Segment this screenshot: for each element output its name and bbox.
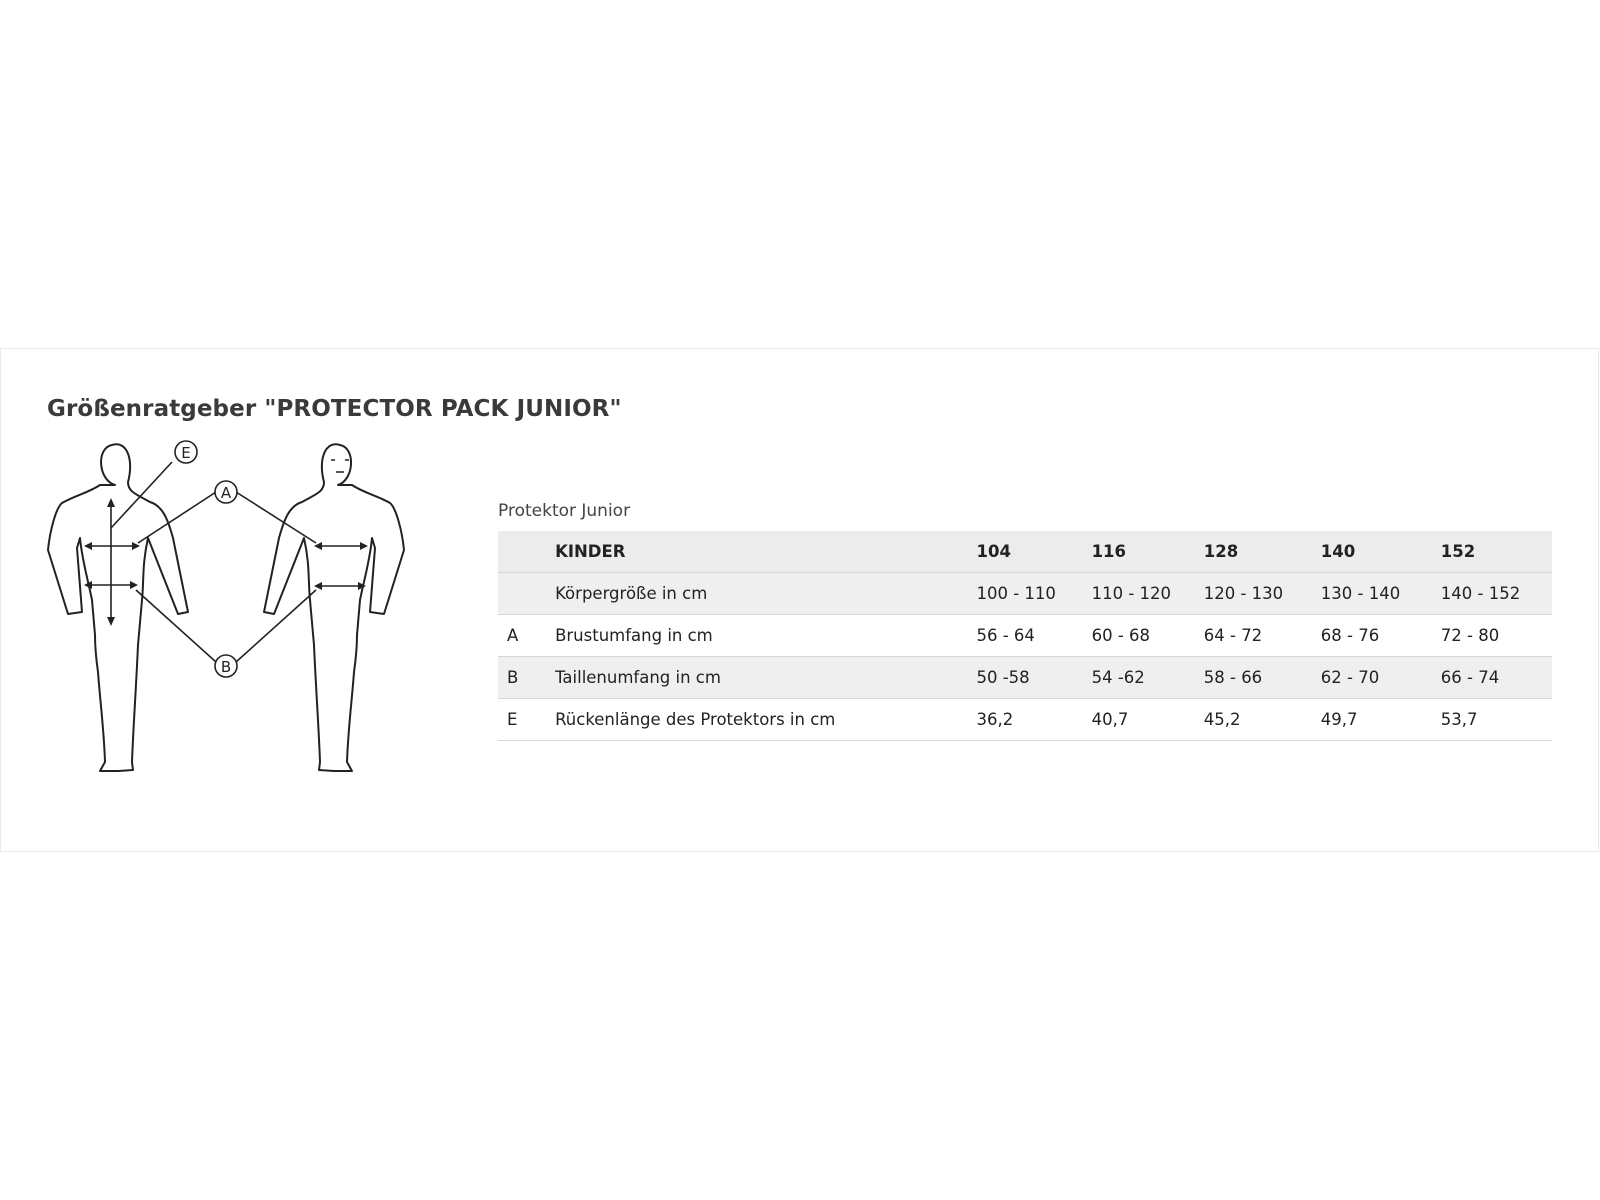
table-cell: 58 - 66 (1204, 657, 1321, 699)
label-b-badge (215, 655, 237, 677)
a-leader-right (236, 492, 316, 543)
table-cell: 72 - 80 (1441, 615, 1552, 657)
body-measurement-figure (40, 440, 430, 795)
table-row (498, 615, 1552, 657)
header-cell (498, 531, 555, 573)
row-label: Rückenlänge des Protektors in cm (555, 699, 976, 741)
row-key: E (498, 699, 555, 741)
table-cell: 120 - 130 (1204, 573, 1321, 615)
header-cell: 128 (1204, 531, 1321, 573)
page-title: Größenratgeber "PROTECTOR PACK JUNIOR" (47, 396, 622, 422)
row-label: Taillenumfang in cm (555, 657, 976, 699)
table-cell: 60 - 68 (1092, 615, 1204, 657)
table-row (498, 699, 1552, 741)
table-cell: 100 - 110 (976, 573, 1091, 615)
table-cell: 130 - 140 (1321, 573, 1441, 615)
b-leader-right (236, 590, 316, 662)
a-leader-left (138, 492, 216, 543)
header-cell: 116 (1092, 531, 1204, 573)
table-cell: 40,7 (1092, 699, 1204, 741)
table-header-row (498, 531, 1552, 573)
label-a-badge (215, 481, 237, 503)
label-e: E (181, 444, 191, 462)
header-cell: KINDER (555, 531, 976, 573)
row-key: B (498, 657, 555, 699)
table-row (498, 573, 1552, 615)
table-cell: 62 - 70 (1321, 657, 1441, 699)
table-cell: 64 - 72 (1204, 615, 1321, 657)
label-b: B (220, 658, 232, 676)
header-cell: 152 (1441, 531, 1552, 573)
header-cell: 140 (1321, 531, 1441, 573)
row-label: Brustumfang in cm (555, 615, 976, 657)
table-cell: 66 - 74 (1441, 657, 1552, 699)
back-figure-outline (48, 444, 191, 771)
table-cell: 45,2 (1204, 699, 1321, 741)
table-cell: 110 - 120 (1092, 573, 1204, 615)
row-label: Körpergröße in cm (555, 573, 976, 615)
size-table (498, 531, 1552, 741)
table-cell: 54 -62 (1092, 657, 1204, 699)
label-a: A (220, 484, 232, 502)
table-cell: 49,7 (1321, 699, 1441, 741)
label-e-badge (175, 441, 197, 463)
table-cell: 53,7 (1441, 699, 1552, 741)
row-key: A (498, 615, 555, 657)
row-key (498, 573, 555, 615)
table-caption: Protektor Junior (498, 501, 631, 521)
table-cell: 50 -58 (976, 657, 1091, 699)
header-cell: 104 (976, 531, 1091, 573)
face-mark (331, 460, 349, 472)
table-row (498, 657, 1552, 699)
arrow-head-e-top (107, 498, 115, 507)
table-cell: 36,2 (976, 699, 1091, 741)
arrow-head-e-bottom (107, 617, 115, 626)
front-figure-outline (264, 444, 404, 771)
table-cell: 56 - 64 (976, 615, 1091, 657)
e-leader-line (111, 462, 172, 528)
table-cell: 140 - 152 (1441, 573, 1552, 615)
b-leader-left (136, 590, 216, 662)
table-cell: 68 - 76 (1321, 615, 1441, 657)
